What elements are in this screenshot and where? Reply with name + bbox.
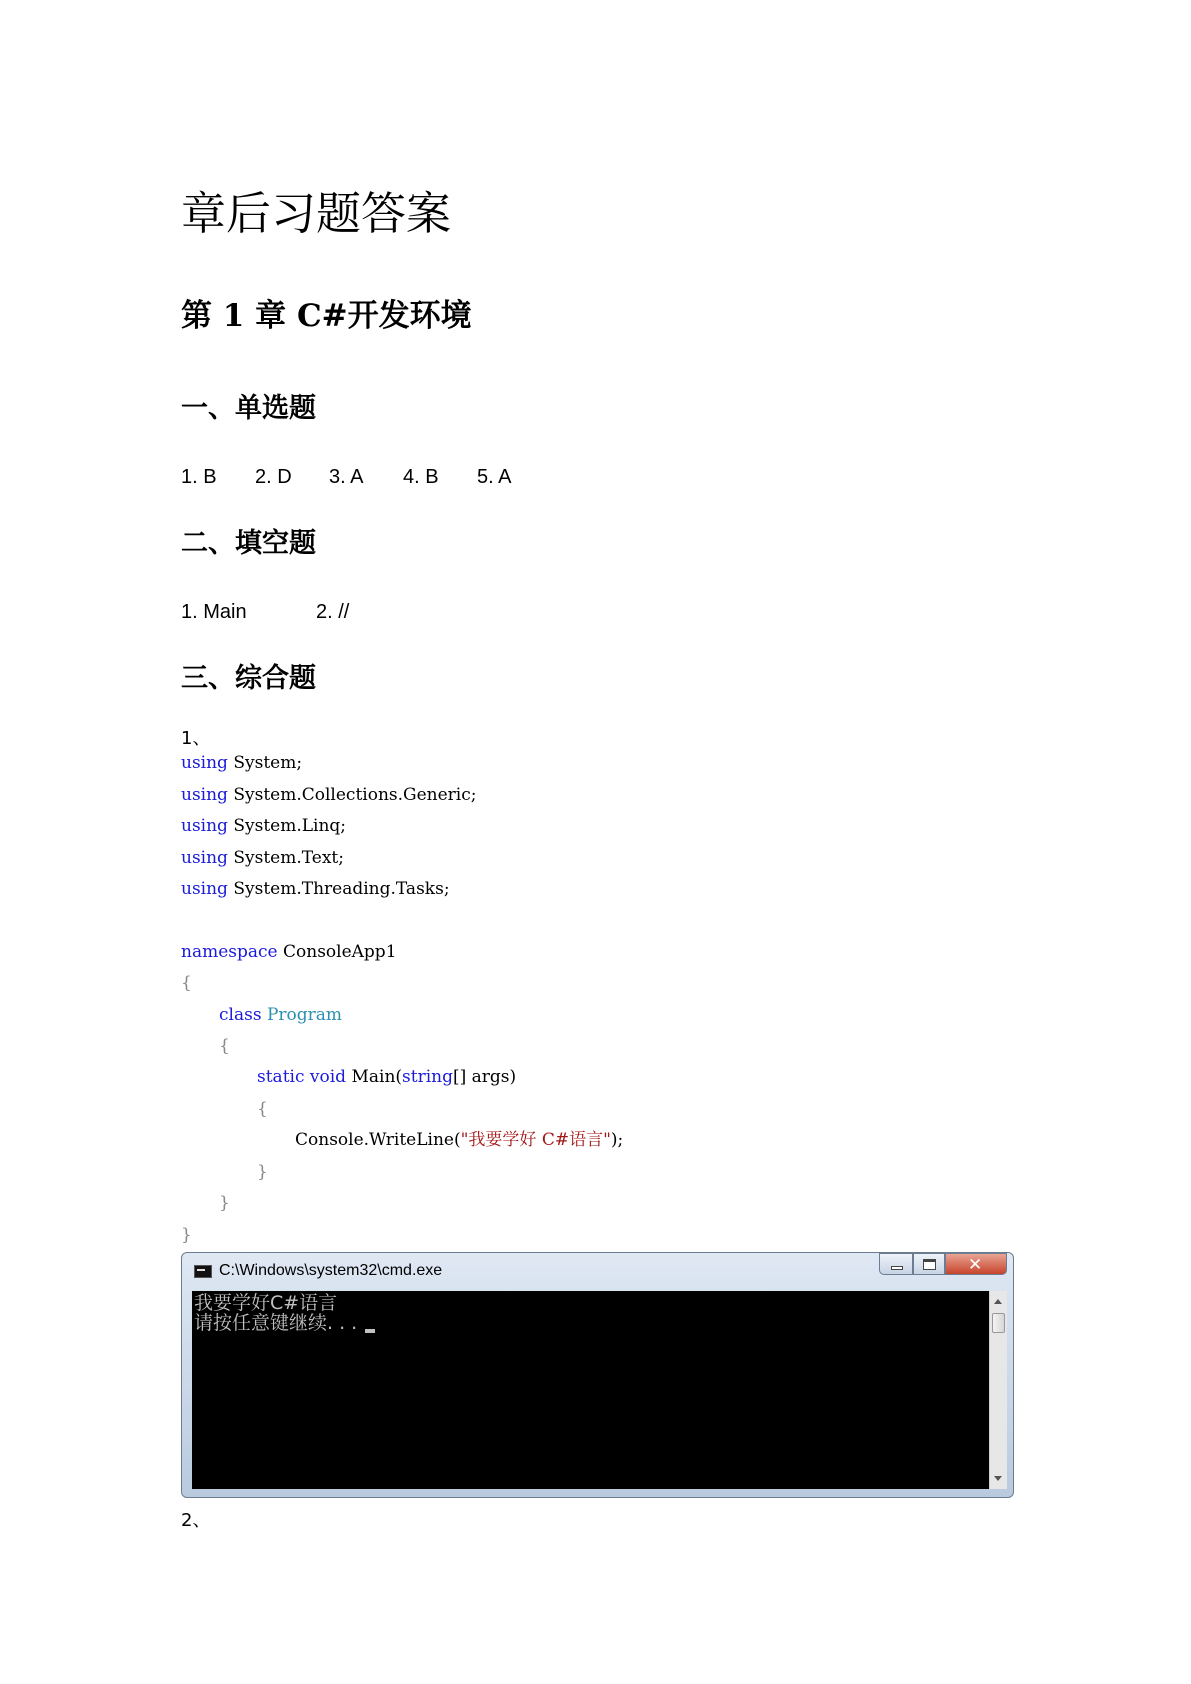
console-titlebar (182, 1253, 1013, 1291)
keyword: using (181, 753, 228, 773)
console-scrollbar (989, 1291, 1007, 1489)
answer-item: 5. A (477, 466, 512, 488)
keyword: using (181, 785, 228, 805)
open-brace: { (181, 973, 192, 993)
keyword: void (309, 1067, 347, 1087)
chapter-heading: 第 1 章 C#开发环境 (181, 298, 472, 334)
scroll-thumb (992, 1313, 1005, 1333)
close-brace: } (219, 1193, 230, 1213)
answer-item: 4. B (403, 466, 439, 488)
keyword: class (219, 1005, 262, 1025)
cmd-icon (194, 1265, 212, 1278)
answer-item: 1. B (181, 466, 217, 488)
using-directive: System.Threading.Tasks; (233, 879, 450, 899)
method-call: Console.WriteLine( (295, 1130, 461, 1150)
close-brace: } (181, 1225, 192, 1245)
keyword: static (257, 1067, 305, 1087)
using-directive: System.Text; (233, 848, 344, 868)
section-heading-fill-blank: 二、填空题 (181, 528, 316, 559)
namespace-name: ConsoleApp1 (283, 942, 397, 962)
using-directive: System.Collections.Generic; (233, 785, 477, 805)
answer-item: 2. D (255, 466, 292, 488)
close-icon: ✕ (968, 1255, 983, 1275)
scroll-down-arrow-icon (994, 1476, 1002, 1481)
answer-item: 1. Main (181, 601, 247, 623)
keyword: namespace (181, 942, 278, 962)
method-name: Main( (351, 1067, 403, 1087)
method-params: [] args) (452, 1067, 517, 1087)
string-literal: "我要学好 C#语言" (460, 1130, 611, 1150)
keyword: using (181, 879, 228, 899)
open-brace: { (257, 1099, 268, 1119)
console-cursor (365, 1329, 375, 1333)
scroll-up-arrow-icon (994, 1299, 1002, 1304)
using-directive: System; (233, 753, 303, 773)
maximize-icon (923, 1259, 936, 1270)
console-line-1: 我要学好C#语言 (194, 1292, 338, 1314)
console-output (192, 1291, 1007, 1489)
close-brace: } (257, 1162, 268, 1182)
close-button (945, 1253, 1007, 1275)
class-name: Program (266, 1005, 343, 1025)
section-heading-single-choice: 一、单选题 (181, 393, 316, 424)
question-2-label: 2、 (181, 1510, 211, 1531)
minimize-icon (891, 1266, 903, 1270)
call-end: ); (610, 1130, 624, 1150)
answer-item: 2. // (316, 601, 350, 623)
section-heading-comprehensive: 三、综合题 (181, 663, 316, 694)
answer-item: 3. A (329, 466, 364, 488)
using-directive: System.Linq; (233, 816, 347, 836)
open-brace: { (219, 1036, 230, 1056)
console-line-2: 请按任意键继续. . . (194, 1312, 364, 1334)
keyword: using (181, 848, 228, 868)
console-window-screenshot (181, 1252, 1014, 1498)
document-title: 章后习题答案 (181, 187, 452, 240)
keyword: string (402, 1067, 453, 1087)
question-1-label: 1、 (181, 728, 211, 749)
console-title: C:\Windows\system32\cmd.exe (219, 1262, 443, 1279)
keyword: using (181, 816, 228, 836)
maximize-button (913, 1253, 945, 1275)
minimize-button (879, 1253, 913, 1275)
